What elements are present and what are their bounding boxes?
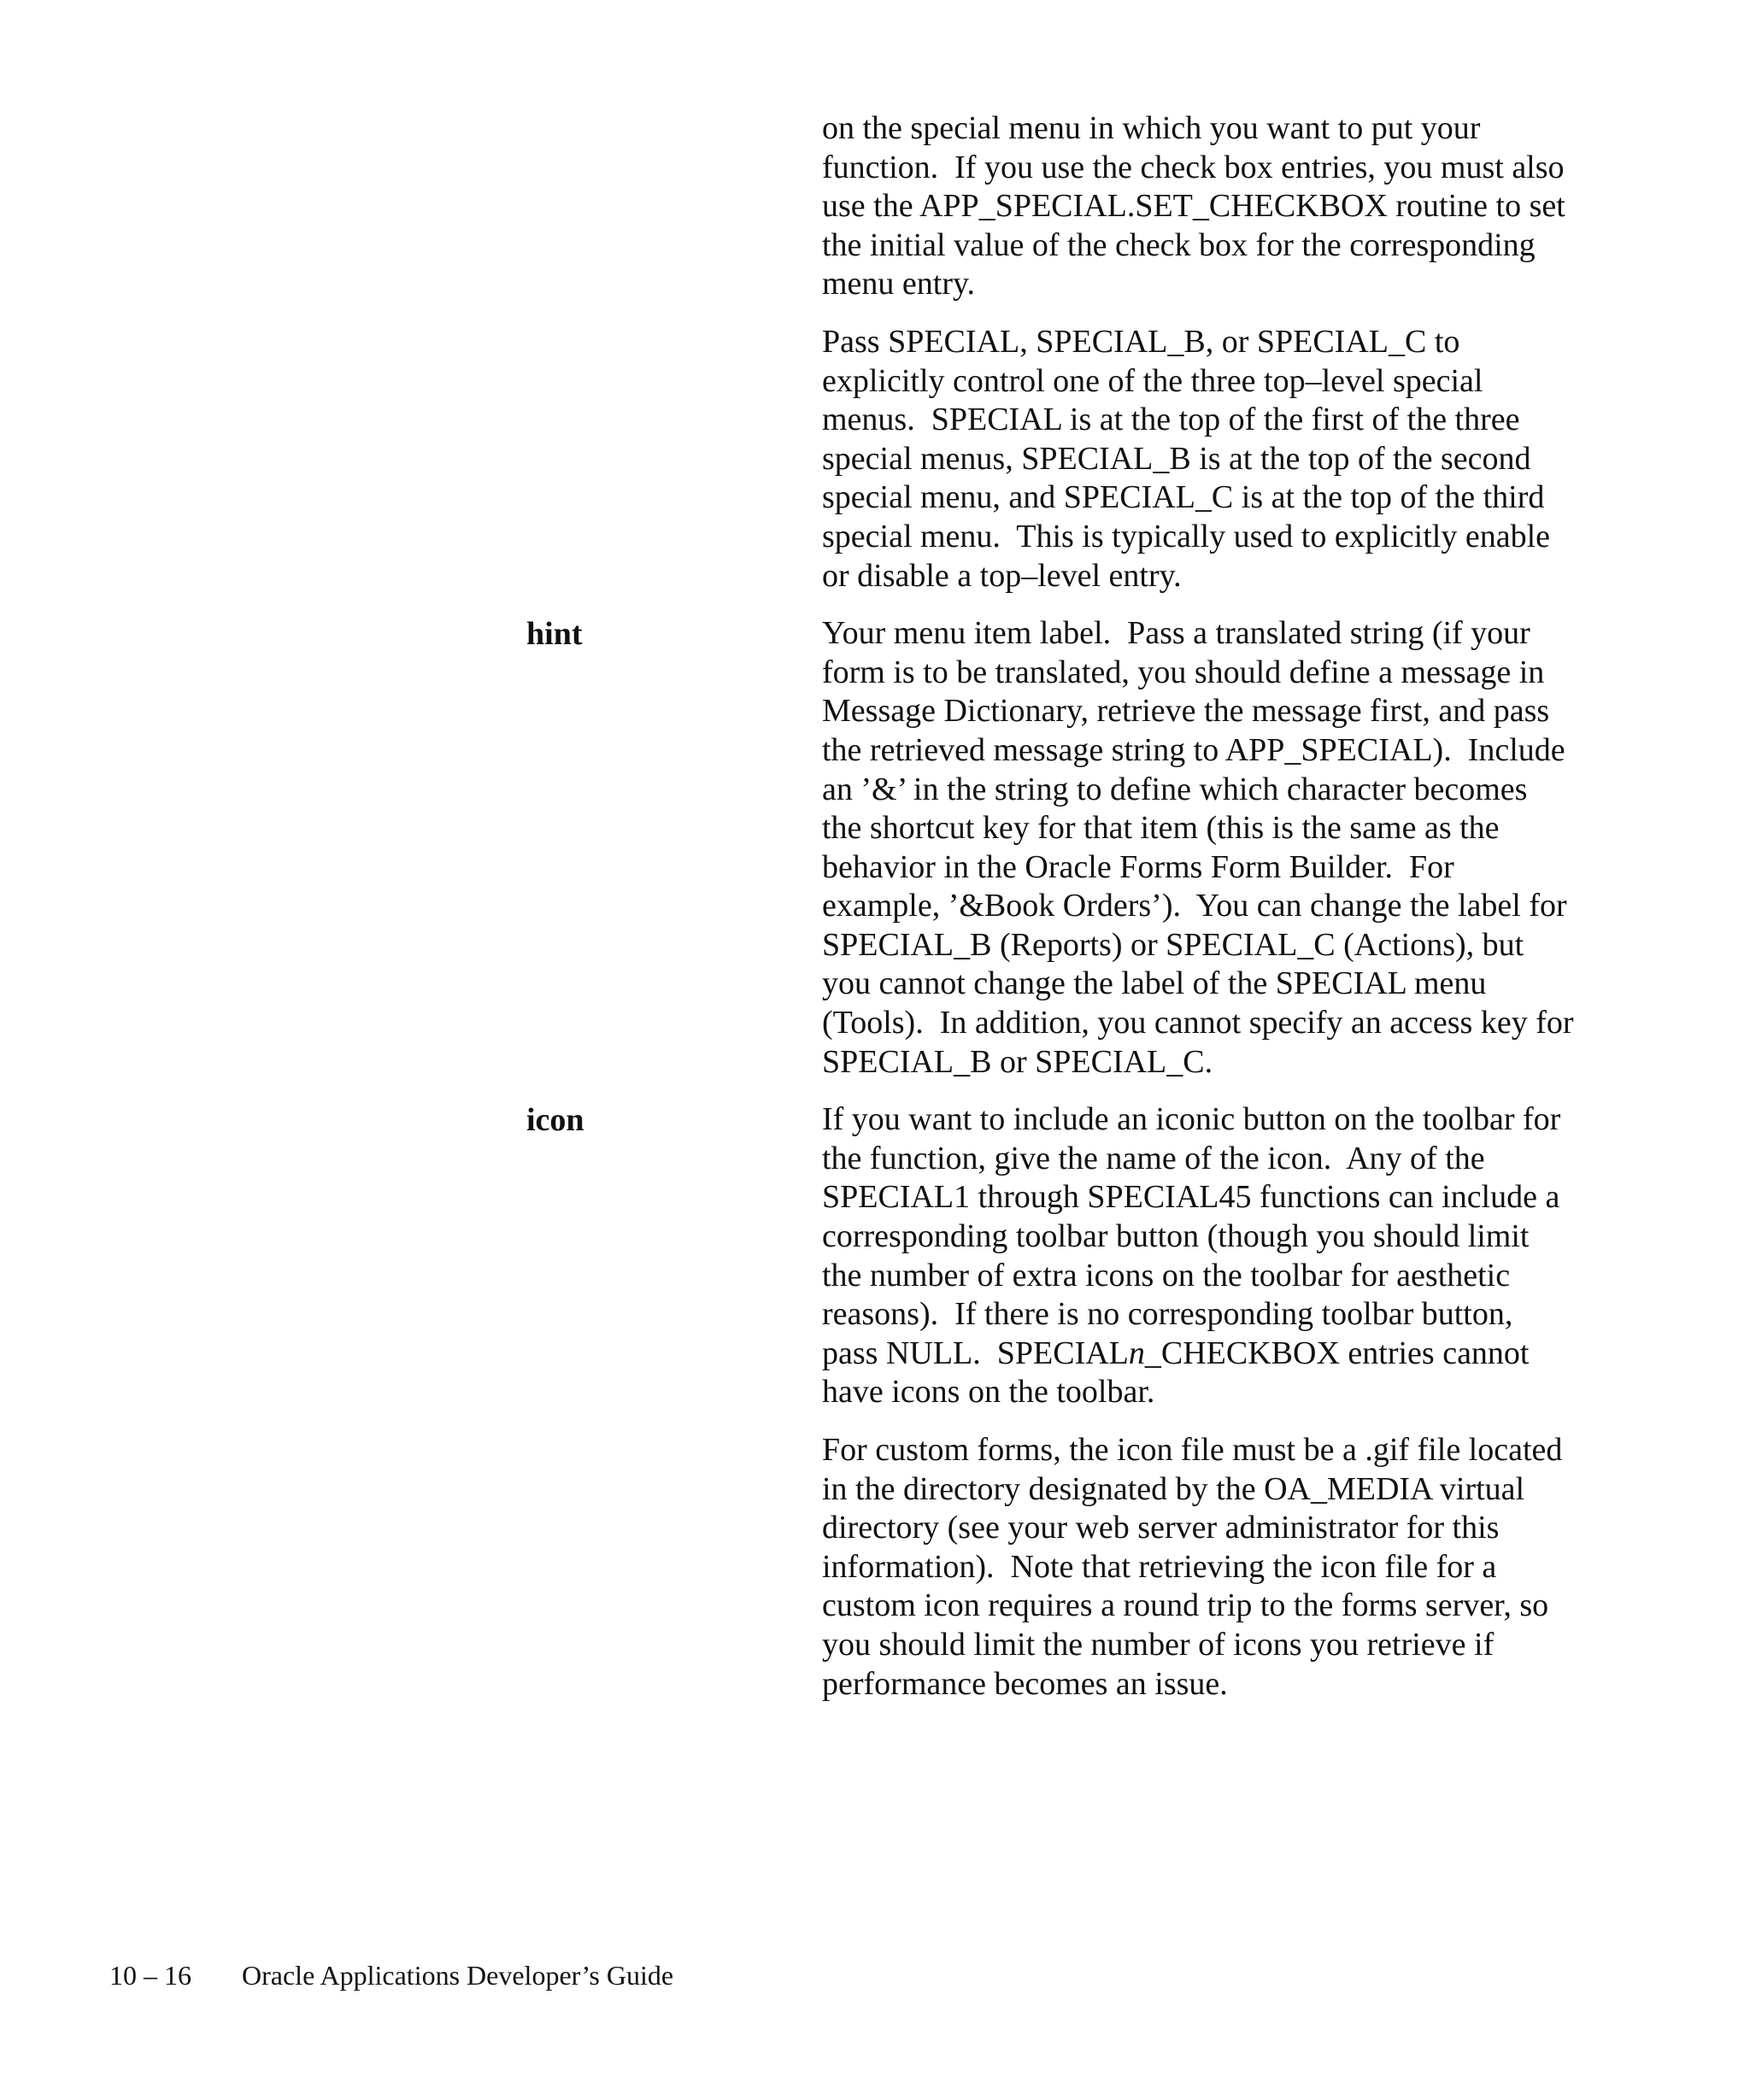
icon-description-1-text-a: If you want to include an iconic button on the toolbar for the function, give the name of the icon. Any of the SPECIAL1 through SPECIAL45 functions can include a corresponding toolbar button (though you should limit the number of extra icons on the toolbar for aesthetic reasons). If there is no corresponding toolbar button, pass NULL. SPECIAL bbox=[822, 1101, 1569, 1371]
continuation-paragraph-1: on the special menu in which you want to put your function. If you use the check box entries, you must also use the APP_SPECIAL.SET_CHECKBOX routine to set the initial value of the check box for the corresponding menu entry. bbox=[822, 110, 1574, 302]
icon-description-1-text-b: _CHECKBOX entries cannot have icons on the toolbar. bbox=[822, 1334, 1537, 1411]
icon-description-2: For custom forms, the icon file must be a .gif file located in the directory designated by the OA_MEDIA virtual directory (see your web server administrator for this information). Note that retrieving the icon file for a custom icon requires a round trip to the forms server, so you should limit the number of icons you retrieve if performance becomes an issue. bbox=[822, 1432, 1571, 1702]
footer-book-title: Oracle Applications Developer’s Guide bbox=[242, 1960, 674, 1991]
continuation-section bbox=[0, 109, 1750, 595]
hint-entry bbox=[0, 614, 1750, 1082]
continuation-paragraph-2: Pass SPECIAL, SPECIAL_B, or SPECIAL_C to explicitly control one of the three top–level special menus. SPECIAL is at the top of the first of the three special menus, SPECIAL_B is at the top of the second special menu, and SPECIAL_C is at the top of the third special menu. This is typically used to explicitly enable or disable a top–level entry. bbox=[822, 323, 1559, 594]
icon-description-1 bbox=[822, 1100, 1574, 1412]
page-footer bbox=[109, 1958, 673, 1992]
hint-term: hint bbox=[526, 616, 583, 653]
hint-description: Your menu item label. Pass a translated string (if your form is to be translated, you should define a message in Message Dictionary, retrieve the message first, and pass the retrieved message string to APP_SPECIAL). Include an ’&’ in the string to define which character becomes the shortcut key for that item (this is the same as the behavior in the Oracle Forms Form Builder. For example, ’&Book Orders’). You can change the label for SPECIAL_B (Reports) or SPECIAL_C (Actions), but you cannot change the label of the SPECIAL menu (Tools). In addition, you cannot specify an access key for SPECIAL_B or SPECIAL_C. bbox=[822, 615, 1583, 1080]
page-content bbox=[0, 109, 1750, 1722]
icon-description-1-italic: n bbox=[1128, 1334, 1145, 1371]
icon-entry bbox=[0, 1100, 1750, 1704]
icon-term: icon bbox=[526, 1102, 584, 1139]
footer-page-number: 10 – 16 bbox=[109, 1960, 191, 1991]
